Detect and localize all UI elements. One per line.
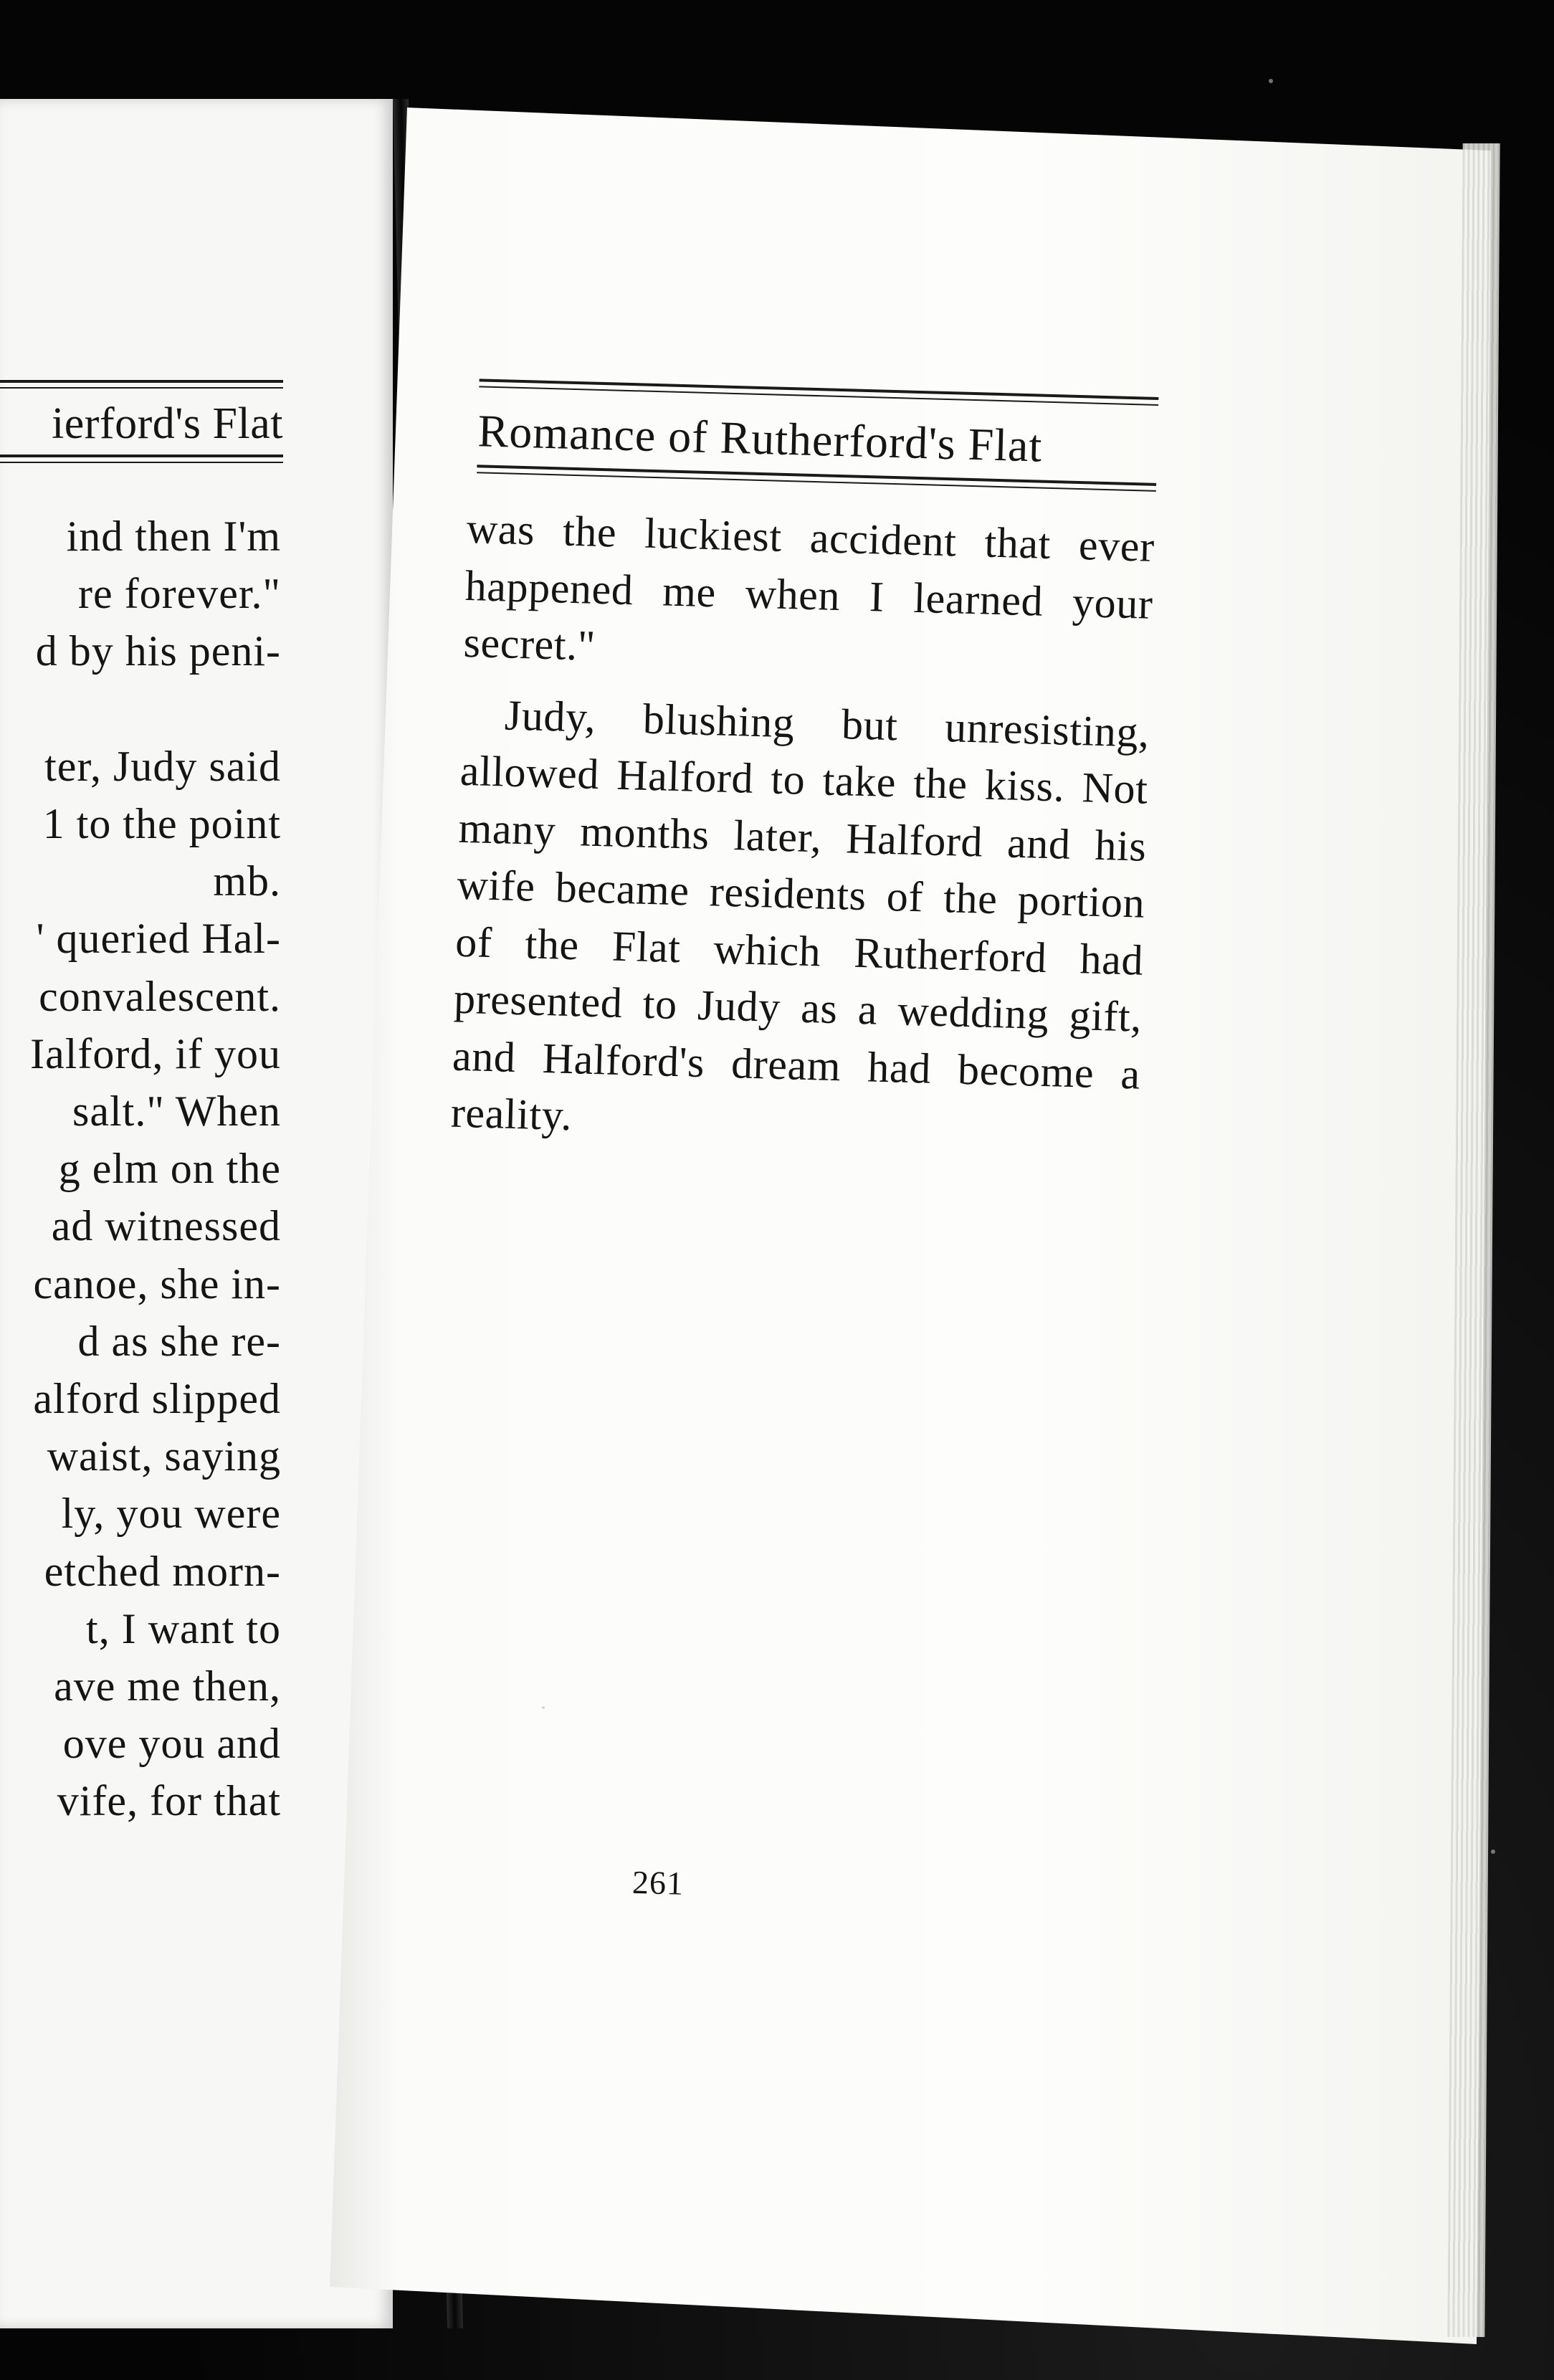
- right-head-rule-top: [479, 379, 1158, 406]
- left-text-line: alford slipped: [33, 1375, 281, 1423]
- right-running-head-block: [477, 379, 1158, 492]
- right-running-head: Romance of Rutherford's Flat: [477, 405, 1044, 472]
- left-text-line: canoe, she in-: [33, 1260, 281, 1308]
- right-page-body: [450, 500, 1155, 1160]
- left-text-line: ove you and: [62, 1720, 281, 1768]
- paragraph: was the luckiest accident that ever happened me when I learned your secret.": [462, 504, 1155, 670]
- left-text-line: waist, saying: [47, 1432, 281, 1480]
- left-text-line: vife, for that: [57, 1777, 281, 1825]
- scan-speck: [1269, 79, 1273, 83]
- left-text-line: ind then I'm: [66, 513, 281, 560]
- left-text-line: ter, Judy said: [44, 742, 281, 790]
- left-text-line: d as she re-: [77, 1317, 281, 1365]
- paragraph: Judy, blushing but unresisting, allowed Halford to take the kiss. Not many months later, Halford and his wife became residents of the portion of the Flat which Rutherford had presented to Judy as a wedding gift, and Halford's dream had become a reality.: [450, 690, 1150, 1140]
- left-text-line: convalescent.: [39, 972, 281, 1020]
- scan-speck: [542, 1706, 545, 1709]
- scan-speck: [1491, 1850, 1495, 1854]
- left-text-line: mb.: [213, 857, 281, 905]
- left-text-line: d by his peni-: [35, 627, 281, 675]
- left-text-line: t, I want to: [86, 1604, 281, 1652]
- left-text-line: 1 to the point: [42, 800, 281, 848]
- left-text-line: g elm on the: [58, 1145, 281, 1193]
- left-text-line: etched morn-: [44, 1547, 281, 1595]
- left-text-line: ave me then,: [54, 1662, 281, 1710]
- left-text-line: ly, you were: [61, 1490, 281, 1538]
- page-number: 261: [631, 1863, 685, 1902]
- left-text-line: Ialford, if you: [30, 1029, 281, 1077]
- left-text-line: re forever.": [78, 570, 281, 618]
- left-text-line: salt." When: [72, 1087, 281, 1136]
- left-text-line: ad witnessed: [51, 1202, 281, 1250]
- left-running-head: ierford's Flat: [52, 399, 283, 448]
- left-text-line: ' queried Hal-: [36, 915, 281, 963]
